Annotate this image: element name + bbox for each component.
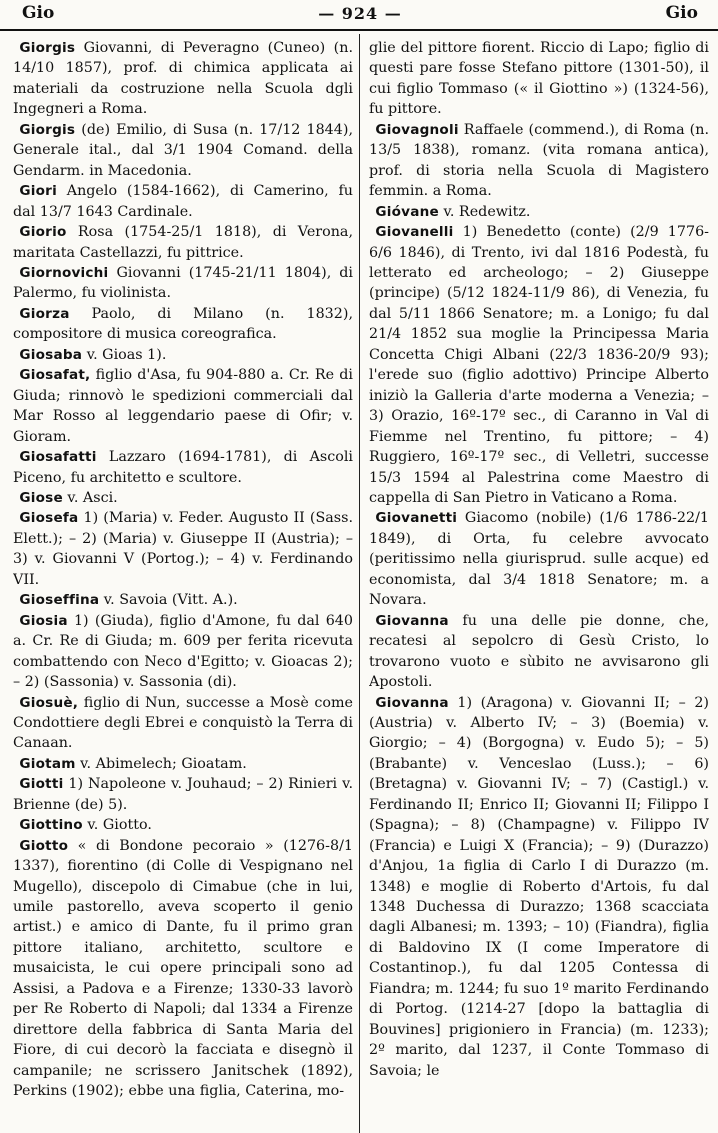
dictionary-entry xyxy=(13,263,353,304)
entry-text: glie del pittore fiorent. Riccio di Lapo; figlio di questi pare fosse Stefano pittore (1301-50), il cui figlio Tommaso (« il Giottino ») (1324-56), fu pittore. xyxy=(369,40,709,118)
dictionary-entry xyxy=(13,754,353,774)
entry-headword: Giorza xyxy=(19,305,70,322)
header-left-guide-word: Gio xyxy=(22,3,55,23)
entry-text: fu una delle pie donne, che, recatesi al sepolcro di Gesù Cristo, lo trovarono vuoto e sùbito ne avvisarono gli Apostoli. xyxy=(369,612,709,691)
entry-text: (de) Emilio, di Susa (n. 17/12 1844), Generale ital., dal 3/1 1904 Comand. della Gendarm. in Macedonia. xyxy=(13,121,353,179)
dictionary-entry xyxy=(369,202,709,222)
entry-text: 1) (Aragona) v. Giovanni II; – 2) (Austria) v. Alberto IV; – 3) (Boemia) v. Giorgio; – 4) (Borgogna) v. Eudo 5); – 5) (Brabante) v. Venceslao (Luss.); – 6) (Bretagna) v. Giovanni IV; – 7) (Castigl.) v. Ferdinando II; Enrico II; Giovanni II; Filippo I (Spagna); – 8) (Champagne) v. Filippo IV (Francia) e Luigi X (Francia); – 9) (Durazzo) d'Anjou, 1a figlia di Carlo I di Durazzo (m. 1348) e moglie di Roberto d'Artois, fu dal 1348 Duchessa di Durazzo; 1368 scacciata dagli Albanesi; m. 1393; – 10) (Fiandra), figlia di Baldovino IX (I come Imperatore di Costantinop.), fu dal 1205 Contessa di Fiandra; m. 1244; fu suo 1º marito Ferdinando di Portog. (1214-27 [dopo la battaglia di Bouvines] prigioniero in Francia) (m. 1233); 2º marito, dal 1237, il Conte Tommaso di Savoia; le xyxy=(369,694,709,1079)
entry-text: v. Gioas 1). xyxy=(82,346,167,363)
dictionary-entry xyxy=(13,222,353,263)
entry-headword: Giotam xyxy=(19,755,76,772)
entry-headword: Giotto xyxy=(19,837,69,854)
dictionary-entry xyxy=(13,447,353,488)
dictionary-entry xyxy=(13,815,353,835)
entry-text: 1) Benedetto (conte) (2/9 1776-6/6 1846), di Trento, ivi dal 1816 Podestà, fu letterato ed archeologo; – 2) Giuseppe (principe) (5/12 1824-11/9 86), di Venezia, fu dal 5/11 1866 Senatore; m. a Lonigo; fu dal 21/4 1852 sua moglie la Principessa Maria Concetta Chigi Albani (22/3 1836-20/9 93); l'erede suo (figlio adottivo) Principe Alberto iniziò la Galleria d'arte moderna a Venezia; – 3) Orazio, 16º-17º sec., di Caranno in Val di Fiemme nel Trentino, fu pittore; – 4) Ruggiero, 16º-17º sec., di Velletri, successe 15/3 1594 al Palestrina come Maestro di cappella di San Pietro in Vaticano a Roma. xyxy=(369,224,709,506)
entry-headword: Giosafat, xyxy=(19,367,91,384)
dictionary-entry xyxy=(369,611,709,693)
entry-text: v. Redewitz. xyxy=(438,203,531,220)
dictionary-entry xyxy=(13,345,353,365)
dictionary-entry xyxy=(369,120,709,202)
entry-headword: Giose xyxy=(19,489,63,506)
entry-headword: Giovanelli xyxy=(375,224,454,241)
entry-headword: Giovanetti xyxy=(375,510,458,527)
entry-headword: Giovanna xyxy=(375,694,449,711)
entry-text: « di Bondone pecoraio » (1276-8/1 1337), fiorentino (di Colle di Vespignano nel Mugello), discepolo di Cimabue (che in lui, umile pastorello, aveva scoperto il genio artist.) e amico di Dante, fu il primo gran pittore italiano, architetto, scultore e musaicista, le cui opere principali sono ad Assisi, a Padova e a Firenze; 1330-33 lavorò per Re Roberto di Napoli; dal 1334 a Firenze direttore della fabbrica di Santa Maria del Fiore, di cui decorò la facciata e disegnò il campanile; ne scrissero Janitschek (1892), Perkins (1902); ebbe una figlia, Caterina, mo- xyxy=(13,837,353,1100)
entry-text: v. Abimelech; Gioatam. xyxy=(75,755,247,772)
entry-text: Rosa (1754-25/1 1818), di Verona, maritata Castellazzi, fu pittrice. xyxy=(13,224,353,261)
entry-text: v. Asci. xyxy=(62,489,118,506)
dictionary-entry xyxy=(13,181,353,222)
dictionary-entry xyxy=(369,693,709,1082)
entry-text: Giovanni, di Peveragno (Cuneo) (n. 14/10 1857), prof. di chimica applicata ai materiali da costruzione nella Scuola dgli Ingegneri a Roma. xyxy=(13,40,353,118)
entry-headword: Giorgis xyxy=(19,40,76,56)
entry-text: figlio di Nun, successe a Mosè come Condottiere degli Ebrei e conquistò la Terra di Canaan. xyxy=(13,694,353,752)
dictionary-entry xyxy=(369,508,709,610)
dictionary-entry xyxy=(13,693,353,754)
entry-continuation xyxy=(369,38,709,120)
dictionary-entry xyxy=(13,590,353,610)
entry-text: figlio d'Asa, fu 904-880 a. Cr. Re di Giuda; rinnovò le spedizioni commerciali dal Mar Rosso al leggendario paese di Ofir; v. Gioram. xyxy=(13,367,353,445)
entry-headword: Giovagnoli xyxy=(375,121,459,138)
dictionary-entry xyxy=(13,774,353,815)
dictionary-entry xyxy=(13,120,353,181)
dictionary-entry xyxy=(13,304,353,345)
dictionary-entry xyxy=(13,508,353,590)
entry-text: 1) Napoleone v. Jouhaud; – 2) Rinieri v. Brienne (de) 5). xyxy=(13,776,353,813)
entry-headword: Giotti xyxy=(19,776,64,793)
entry-text: Angelo (1584-1662), di Camerino, fu dal 13/7 1643 Cardinale. xyxy=(13,183,353,220)
entry-headword: Giori xyxy=(19,183,57,200)
entry-headword: Gióvane xyxy=(375,203,439,220)
entry-text: Paolo, di Milano (n. 1832), compositore di musica coreografica. xyxy=(13,305,353,343)
dictionary-entry xyxy=(13,611,353,693)
entry-text: Raffaele (commend.), di Roma (n. 13/5 1838), romanz. (vita romana antica), prof. di storia nella Scuola di Magistero femmin. a Roma. xyxy=(369,121,709,200)
dictionary-entry xyxy=(13,488,353,508)
entry-headword: Giosaba xyxy=(19,346,83,363)
entry-headword: Giottino xyxy=(19,817,83,834)
page-number: — 924 — xyxy=(318,3,402,23)
header-right-guide-word: Gio xyxy=(665,3,698,23)
dictionary-entry xyxy=(13,365,353,447)
entry-text: 1) (Maria) v. Feder. Augusto II (Sass. Elett.); – 2) (Maria) v. Giuseppe II (Austria); – 3) v. Giovanni V (Portog.); – 4) v. Ferdinando VII. xyxy=(13,510,353,588)
header-rule xyxy=(0,29,718,31)
entry-headword: Giovanna xyxy=(375,612,449,629)
entry-text: Lazzaro (1694-1781), di Ascoli Piceno, fu architetto e scultore. xyxy=(13,449,353,486)
entry-headword: Giosuè, xyxy=(19,694,79,711)
entry-text: v. Giotto. xyxy=(82,817,152,834)
entry-text: 1) (Giuda), figlio d'Amone, fu dal 640 a. Cr. Re di Giuda; m. 609 per ferita ricevuta combattendo con Neco d'Egitto; v. Gioacas 2); – 2) (Sassonia) v. Sassonia (di). xyxy=(13,612,353,691)
right-column xyxy=(369,38,709,1130)
dictionary-entry xyxy=(13,38,353,120)
entry-headword: Giosefa xyxy=(19,510,79,527)
entry-headword: Giorgis xyxy=(19,121,76,138)
entry-headword: Gioseffina xyxy=(19,592,100,609)
column-divider xyxy=(359,34,360,1133)
entry-headword: Giosafatti xyxy=(19,449,97,466)
entry-text: Giovanni (1745-21/11 1804), di Palermo, fu violinista. xyxy=(13,264,353,302)
entry-text: Giacomo (nobile) (1/6 1786-22/1 1849), di Orta, fu celebre avvocato (peritissimo nella giurisprud. sulle acque) ed economista, dal 3/4 1818 Senatore; m. a Novara. xyxy=(369,510,709,609)
entry-headword: Giosia xyxy=(19,612,68,629)
page-header xyxy=(0,0,718,26)
entry-headword: Giornovichi xyxy=(19,264,109,281)
dictionary-entry xyxy=(369,222,709,508)
left-column xyxy=(13,38,353,1130)
entry-headword: Giorio xyxy=(19,224,67,241)
dictionary-entry xyxy=(13,836,353,1102)
entry-text: v. Savoia (Vitt. A.). xyxy=(99,592,238,609)
